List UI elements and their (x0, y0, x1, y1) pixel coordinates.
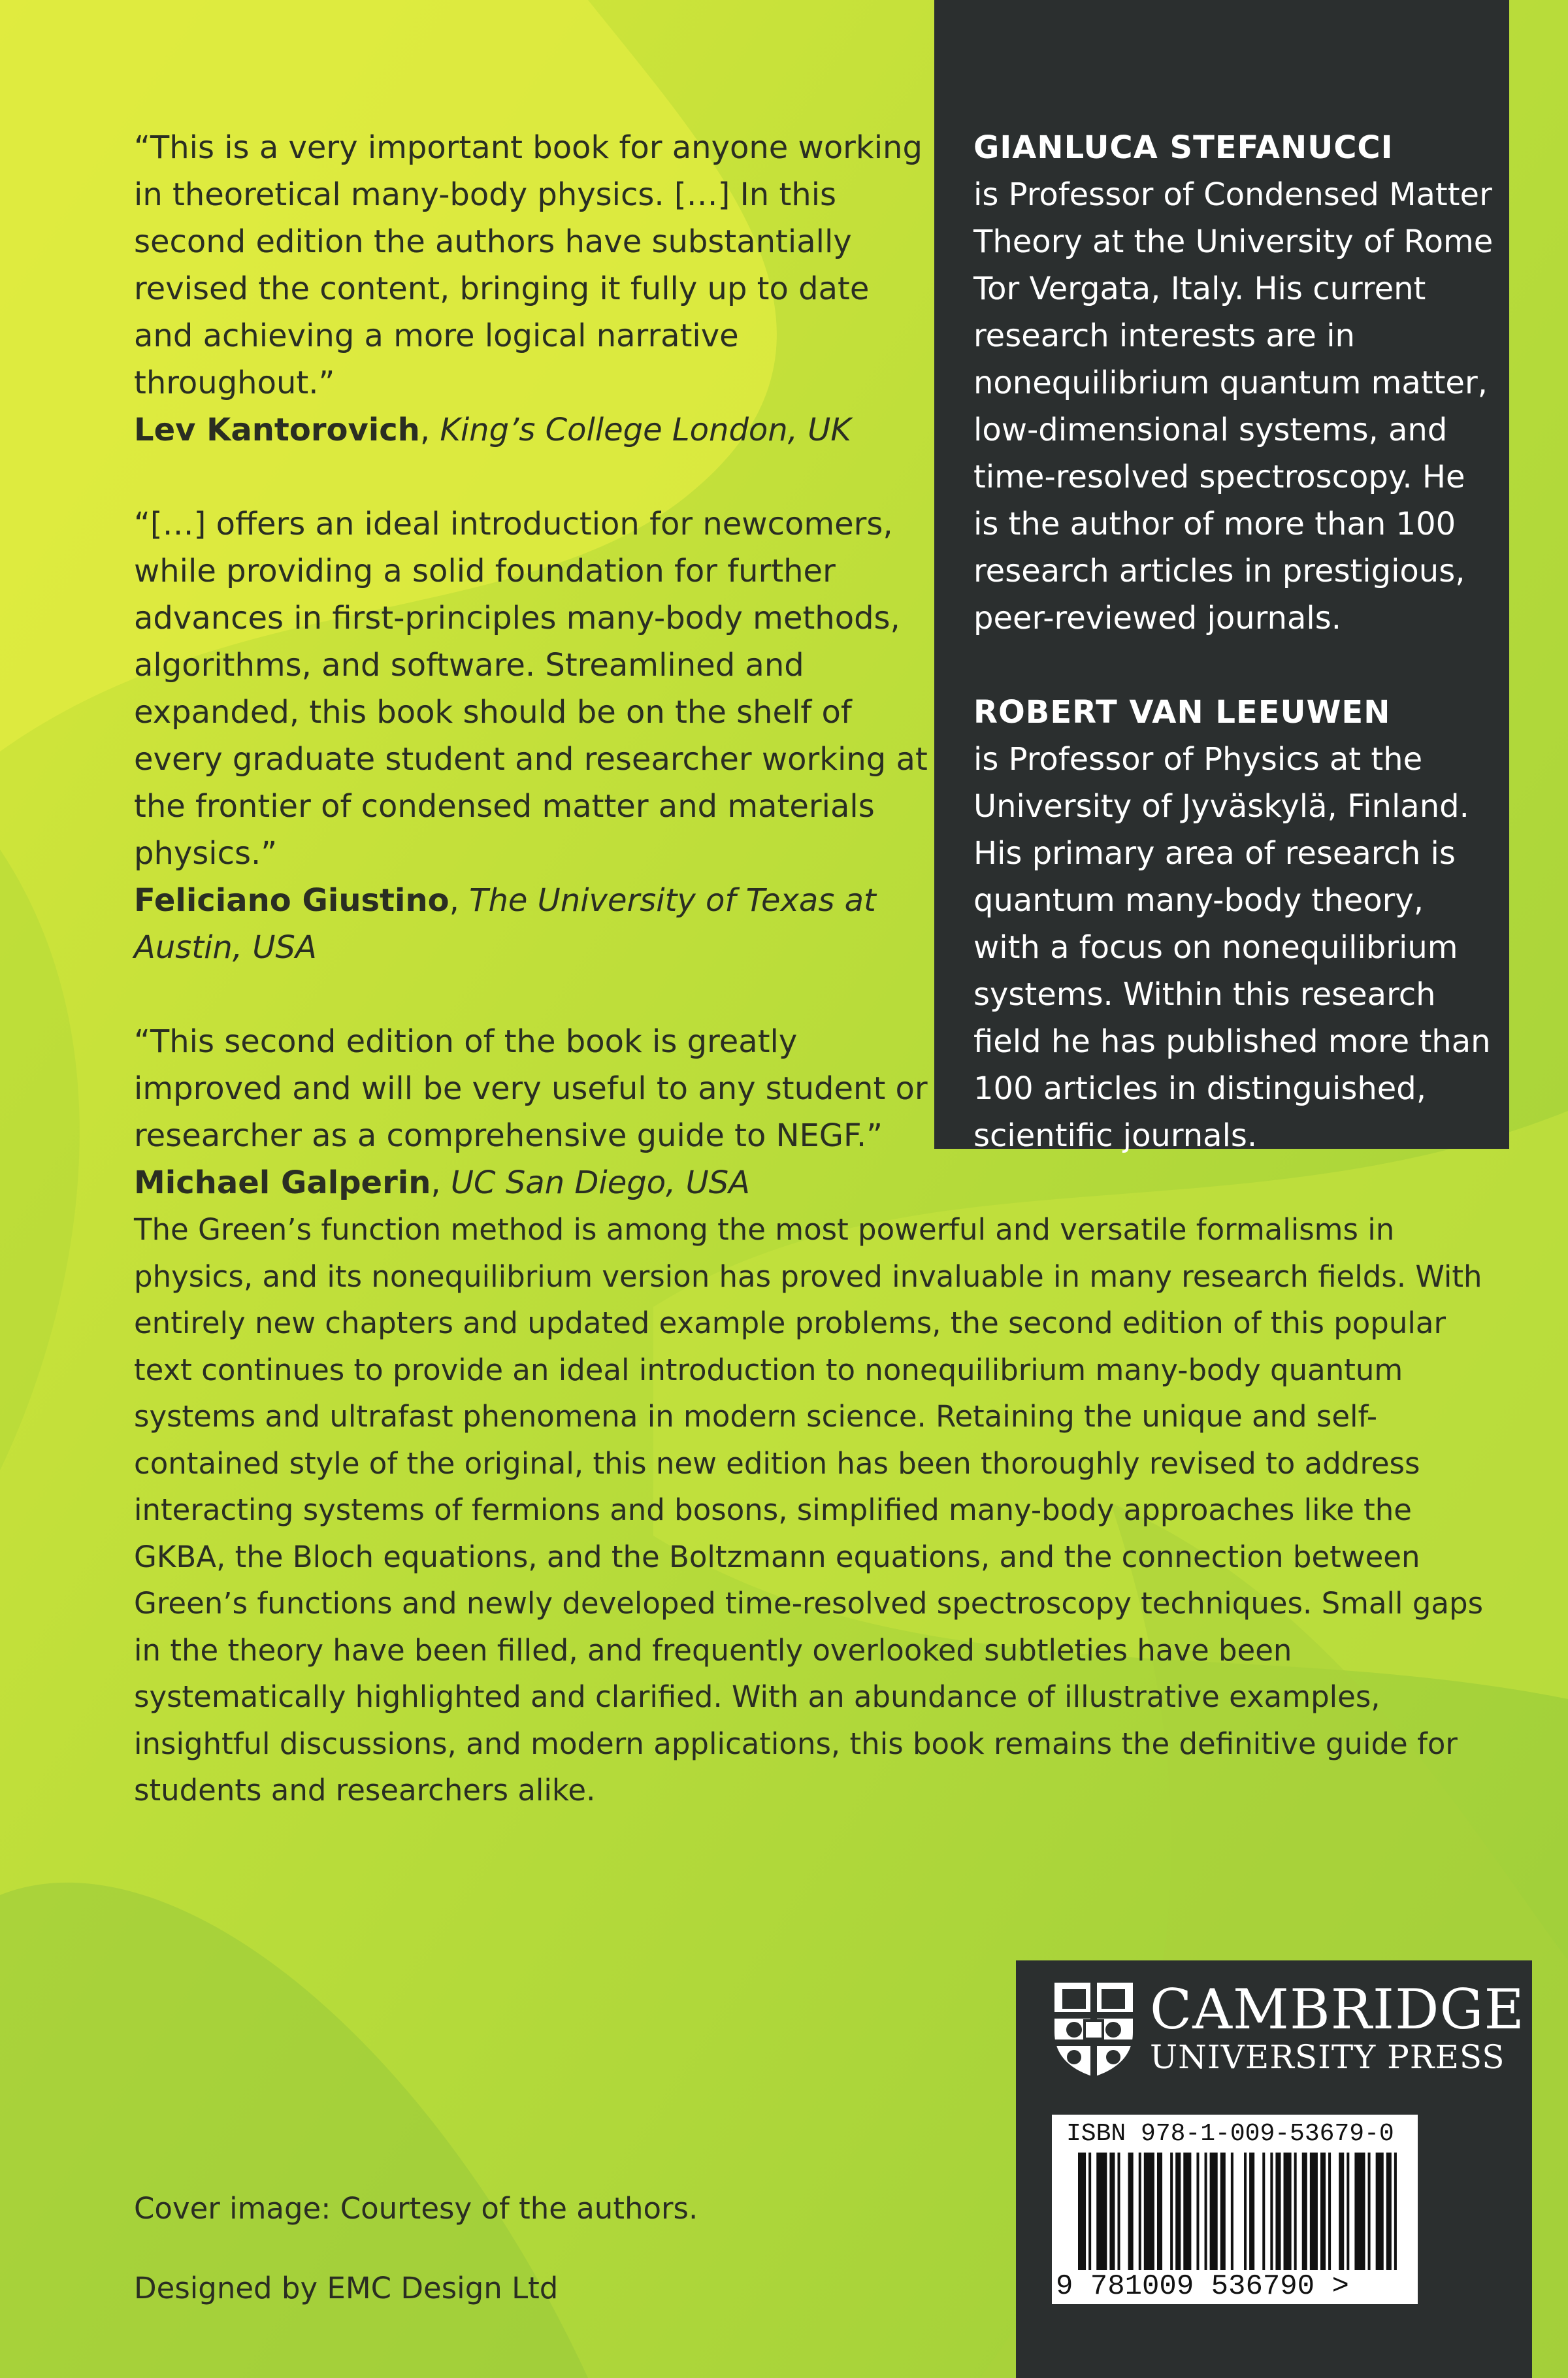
author-bio-2 (973, 689, 1496, 1159)
barcode-bar (1294, 2153, 1297, 2270)
cover-image-credit: Cover image: Courtesy of the authors. (134, 2191, 698, 2226)
author-1-bio: is Professor of Condensed Matter Theory at the University of Rome Tor Vergata, Italy. His current research interests are in nonequilibrium quantum matter, low-dimensional systems, and time-resolved spectroscopy. He is the author of more than 100 research articles in prestigious, peer-reviewed journals. (973, 176, 1494, 636)
cambridge-crest-icon (1052, 1980, 1135, 2078)
barcode-bar (1394, 2153, 1397, 2270)
barcode-bar (1078, 2153, 1086, 2270)
publisher-name: CAMBRIDGE (1150, 1977, 1525, 2041)
barcode-bar (1376, 2153, 1384, 2270)
quote-3-institution: UC San Diego, USA (450, 1164, 751, 1201)
barcode-digits: 9 781009 536790 > (1056, 2270, 1349, 2303)
author-bios-panel (934, 0, 1509, 1154)
quote-1-text: “This is a very important book for anyone working in theoretical many-body physics. […] In this second edition the authors have substantially revised the content, bringing it fully up to date and achieving a more logical narrative throughout.” (134, 129, 923, 401)
barcode-bar (1354, 2153, 1365, 2270)
quote-2-institution: The University of Texas at Austin, USA (134, 882, 876, 966)
barcode-bar (1320, 2153, 1326, 2270)
quote-1-name: Lev Kantorovich (134, 412, 420, 448)
barcode-bar (1270, 2153, 1273, 2270)
quote-1-institution: King’s College London, UK (440, 412, 851, 448)
quote-2-name: Feliciano Giustino (134, 882, 449, 919)
barcode-bar (1310, 2153, 1318, 2270)
barcode-bar (1328, 2153, 1331, 2270)
author-2-bio: is Professor of Physics at the University of Jyväskylä, Finland. His primary area of research is quantum many-body theory, with a focus on nonequilibrium systems. Within this research field he has published more than 100 articles in distinguished, scientific journals. (973, 741, 1491, 1154)
review-quotes (134, 124, 931, 1253)
barcode-bar (1183, 2153, 1191, 2270)
barcode-bar (1196, 2153, 1199, 2270)
barcode-bar (1205, 2153, 1207, 2270)
barcode-bar (1302, 2153, 1307, 2270)
barcode-bar (1220, 2153, 1226, 2270)
barcode-bar (1386, 2153, 1392, 2270)
barcode-bar (1175, 2153, 1181, 2270)
barcode-bar (1144, 2153, 1154, 2270)
quote-3-text: “This second edition of the book is greatly improved and will be very useful to any student or researcher as a comprehensive guide to NEGF.” (134, 1023, 928, 1154)
quote-1: “This is a very important book for anyone working in theoretical many-body physics. […] In this second edition the authors have substantially revised the content, bringing it fully up to date and achieving a more logical narrative throughout.” Lev Kantorovich, King’s College London, UK (134, 124, 931, 454)
barcode-bar (1244, 2153, 1247, 2270)
barcode-bar (1139, 2153, 1141, 2270)
barcode-bar (1088, 2153, 1091, 2270)
barcode-bar (1262, 2153, 1265, 2270)
barcode-bar (1275, 2153, 1281, 2270)
author-bio-1 (973, 124, 1496, 642)
book-description: The Green’s function method is among the most powerful and versatile formalisms in physics, and its nonequilibrium version has proved invaluable in many research fields. With entirely new chapters and updated example problems, the second edition of this popular text continues to provide an ideal introduction to nonequilibrium many-body quantum systems and ultrafast phenomena in modern science. Retaining the unique and self-contained style of the original, this new edition has been thoroughly revised to address interacting systems of fermions and bosons, simplified many-body approaches like the GKBA, the Bloch equations, and the Boltzmann equations, and the connection between Green’s functions and newly developed time-resolved spectroscopy techniques. Small gaps in the theory have been filled, and frequently overlooked subtleties have been systematically highlighted and clarified. With an abundance of illustrative examples, insightful discussions, and modern applications, this book remains the definitive guide for students and researchers alike. (134, 1212, 1484, 1808)
barcode-bar (1210, 2153, 1218, 2270)
barcode-bar (1347, 2153, 1349, 2270)
barcode-bar (1284, 2153, 1292, 2270)
barcode-bar (1170, 2153, 1173, 2270)
barcode-bars (1078, 2153, 1405, 2270)
barcode-bar (1231, 2153, 1233, 2270)
author-2-name: ROBERT VAN LEEUWEN (973, 694, 1391, 731)
barcode-bar (1109, 2153, 1115, 2270)
publisher-logo (1052, 1977, 1525, 2091)
quote-3-name: Michael Galperin (134, 1164, 431, 1201)
isbn-barcode (1052, 2115, 1418, 2304)
barcode-bar (1368, 2153, 1371, 2270)
barcode-bar (1117, 2153, 1120, 2270)
barcode-bar (1157, 2153, 1162, 2270)
isbn-label: ISBN 978-1-009-53679-0 (1066, 2120, 1394, 2148)
barcode-bar (1128, 2153, 1134, 2270)
barcode-bar (1339, 2153, 1344, 2270)
designer-credit: Designed by EMC Design Ltd (134, 2271, 559, 2305)
publisher-subname: UNIVERSITY PRESS (1150, 2038, 1505, 2076)
quote-2-text: “[…] offers an ideal introduction for newcomers, while providing a solid foundation for further advances in first-principles many-body methods, algorithms, and software. Streamlined and expanded, this book should be on the shelf of every graduate student and researcher working at the frontier of condensed matter and materials physics.” (134, 506, 928, 872)
author-1-name: GIANLUCA STEFANUCCI (973, 129, 1394, 166)
barcode-bar (1096, 2153, 1107, 2270)
barcode-bar (1249, 2153, 1254, 2270)
quote-3: “This second edition of the book is greatly improved and will be very useful to any student or researcher as a comprehensive guide to NEGF.” Michael Galperin, UC San Diego, USA (134, 1018, 931, 1206)
quote-2: “[…] offers an ideal introduction for newcomers, while providing a solid foundation for further advances in first-principles many-body methods, algorithms, and software. Streamlined and expanded, this book should be on the shelf of every graduate student and researcher working at the frontier of condensed matter and materials physics.” Feliciano Giustino, The University of Texas at Austin, USA (134, 501, 931, 971)
publisher-panel (1016, 1960, 1532, 2378)
